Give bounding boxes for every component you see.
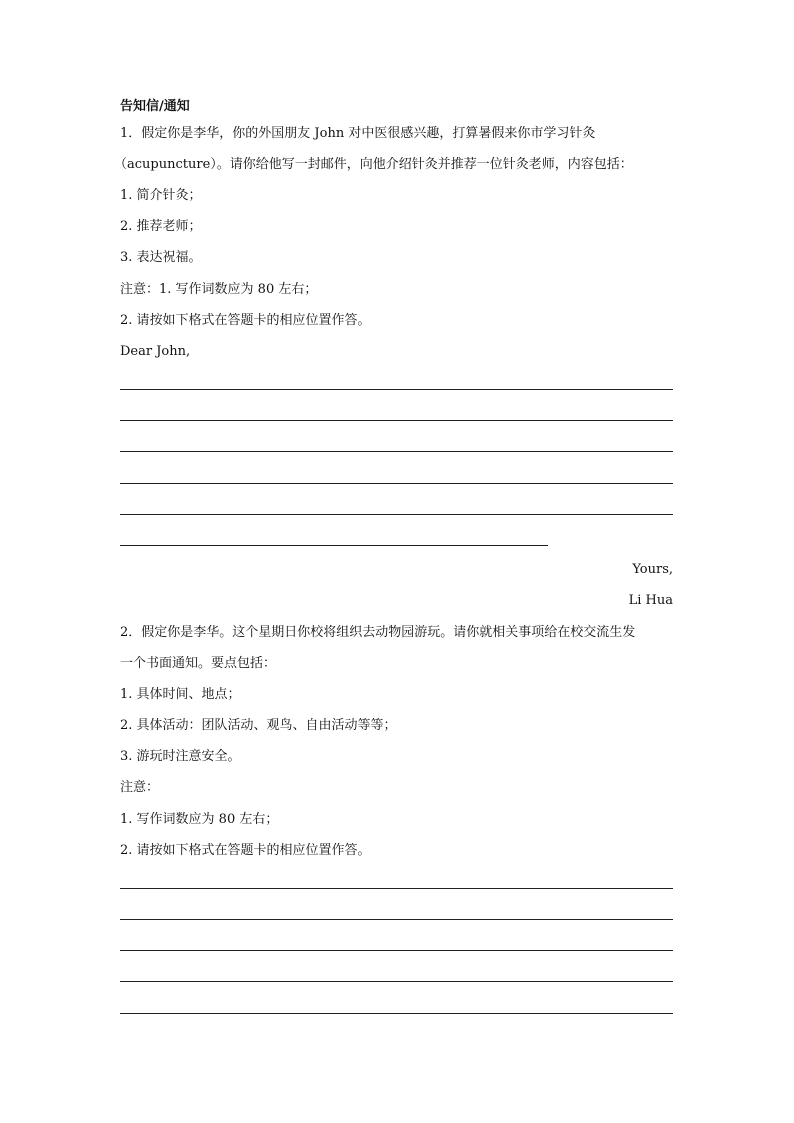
task1-answer-line xyxy=(120,389,673,390)
task1-prompt-line2: （acupuncture）。请你给他写一封邮件，向他介绍针灸并推荐一位针灸老师，内容包括： xyxy=(114,157,633,172)
task2-prompt-line1: 2．假定你是李华。这个星期日你校将组织去动物园游玩。请你就相关事项给在校交流生发 xyxy=(120,625,636,640)
task1-answer-line xyxy=(120,420,673,421)
task1-closing: Yours, xyxy=(632,562,673,577)
task2-note-label: 注意： xyxy=(120,780,160,795)
task1-salutation: Dear John, xyxy=(120,344,191,359)
task1-prompt-line1: 1．假定你是李华，你的外国朋友 John 对中医很感兴趣，打算暑假来你市学习针灸 xyxy=(120,126,596,141)
task2-note-2: 2. 请按如下格式在答题卡的相应位置作答。 xyxy=(120,843,371,858)
section-title: 告知信/通知 xyxy=(120,99,190,114)
task1-answer-line xyxy=(120,483,673,484)
task1-answer-line xyxy=(120,514,673,515)
task1-signature: Li Hua xyxy=(628,593,673,608)
task2-answer-line xyxy=(120,950,673,951)
task2-answer-line xyxy=(120,888,673,889)
task1-point-3: 3. 表达祝福。 xyxy=(120,250,202,265)
task1-point-1: 1. 简介针灸； xyxy=(120,188,202,203)
task1-point-2: 2. 推荐老师； xyxy=(120,219,202,234)
task2-answer-line xyxy=(120,919,673,920)
task2-answer-line xyxy=(120,981,673,982)
task2-prompt-line2: 一个书面通知。要点包括： xyxy=(120,656,277,671)
task2-point-1: 1. 具体时间、地点； xyxy=(120,687,241,702)
task1-answer-line xyxy=(120,451,673,452)
task2-answer-line xyxy=(120,1013,673,1014)
task2-point-3: 3. 游玩时注意安全。 xyxy=(120,749,241,764)
task1-note-2: 2. 请按如下格式在答题卡的相应位置作答。 xyxy=(120,313,371,328)
task2-point-2: 2. 具体活动：团队活动、观鸟、自由活动等等； xyxy=(120,718,397,733)
task2-note-1: 1. 写作词数应为 80 左右； xyxy=(120,812,279,827)
task1-answer-line xyxy=(120,545,548,546)
task1-note-1: 注意：1. 写作词数应为 80 左右； xyxy=(120,282,318,297)
